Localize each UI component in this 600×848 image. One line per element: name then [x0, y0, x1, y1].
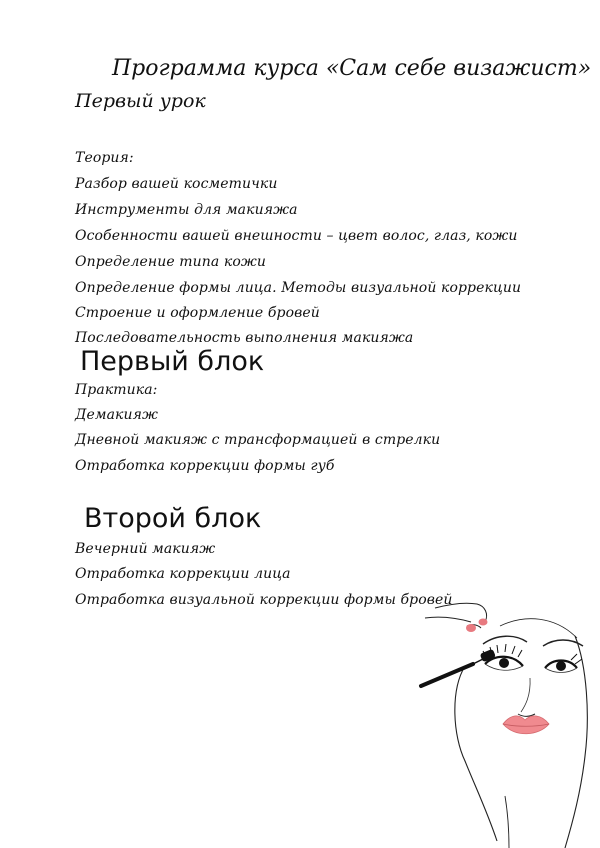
nail-shape — [466, 624, 476, 632]
theory-item: Особенности вашей внешности – цвет волос, глаз, кожи — [75, 228, 518, 244]
practice-heading: Практика: — [75, 382, 158, 398]
theory-item: Определение типа кожи — [75, 254, 266, 270]
nail-shape — [479, 619, 488, 626]
block1-item: Дневной макияж с трансформацией в стрелки — [75, 432, 441, 448]
block1-item: Демакияж — [75, 407, 158, 423]
block2-title: Второй блок — [84, 503, 262, 534]
lesson-heading: Первый урок — [75, 90, 206, 112]
page-title: Программа курса «Сам себе визажист» — [112, 56, 592, 81]
theory-item: Определение формы лица. Методы визуальной коррекции — [75, 280, 522, 296]
theory-item: Строение и оформление бровей — [75, 305, 320, 321]
theory-item: Разбор вашей косметички — [75, 176, 278, 192]
lips-shape — [503, 716, 549, 734]
theory-item: Последовательность выполнения макияжа — [75, 330, 414, 346]
block2-item: Отработка визуальной коррекции формы бровей — [75, 592, 453, 608]
block1-item: Отработка коррекции формы губ — [75, 458, 335, 474]
block2-item: Отработка коррекции лица — [75, 566, 291, 582]
block2-item: Вечерний макияж — [75, 541, 216, 557]
theory-item: Инструменты для макияжа — [75, 202, 298, 218]
makeup-face-illustration — [405, 596, 600, 848]
theory-heading: Теория: — [75, 150, 134, 166]
block1-title: Первый блок — [80, 346, 265, 377]
